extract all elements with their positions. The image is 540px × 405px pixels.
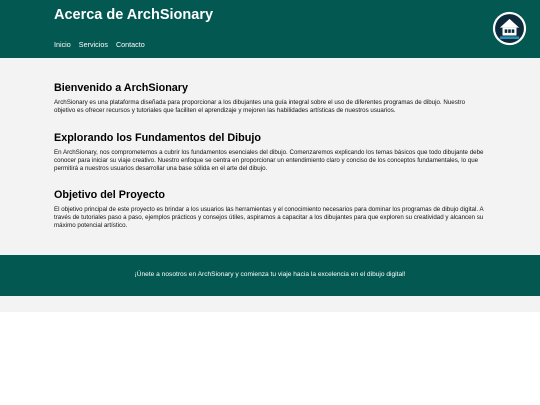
page-bottom-band: [0, 296, 540, 312]
archsionary-logo-icon[interactable]: [492, 11, 527, 46]
section-body: ArchSionary es una plataforma diseñada para proporcionar a los dibujantes una guía integral sobre el uso de diferentes programas de dibujo. Nuestro objetivo es ofrecer recursos y tutoriales que faciliten el aprendizaje y mejoren las habilidades artísticas de nuestros usuarios.: [54, 99, 466, 115]
nav-link-contacto[interactable]: Contacto: [115, 40, 145, 49]
nav-link-inicio[interactable]: Inicio: [54, 40, 71, 49]
footer-text: ¡Únete a nosotros en ArchSionary y comienza tu viaje hacia la excelencia en el dibujo digital!: [134, 271, 406, 278]
section-body: En ArchSionary, nos comprometemos a cubrir los fundamentos esenciales del dibujo. Comenzaremos explicando los temas básicos que todo dibujante debe conocer para iniciar su viaje creativo. Nuestro enfoque se centra en proporcionar un entendimiento claro y conciso de los conceptos fundamentales, lo que permitirá a nuestros usuarios desarrollar una base sólida en el arte del dibujo.: [54, 149, 484, 173]
main-content: [0, 58, 540, 255]
section-heading: Explorando los Fundamentos del Dibujo: [54, 132, 261, 144]
section-welcome: [54, 82, 486, 115]
site-title: Acerca de ArchSionary: [54, 7, 214, 23]
site-footer: [0, 255, 540, 296]
main-nav: [54, 40, 145, 49]
section-heading: Bienvenido a ArchSionary: [54, 82, 188, 94]
section-objective: [54, 189, 486, 230]
nav-link-servicios[interactable]: Servicios: [78, 40, 108, 49]
section-body: El objetivo principal de este proyecto es brindar a los usuarios las herramientas y el conocimiento necesarios para dominar los programas de dibujo digital. A través de tutoriales paso a paso, ejemplos prácticos y consejos útiles, aspiramos a capacitar a los dibujantes para que exploren su creatividad y alcancen su máximo potencial artístico.: [54, 206, 484, 230]
site-header: [0, 0, 540, 58]
section-heading: Objetivo del Proyecto: [54, 189, 165, 201]
section-fundamentals: [54, 132, 486, 173]
